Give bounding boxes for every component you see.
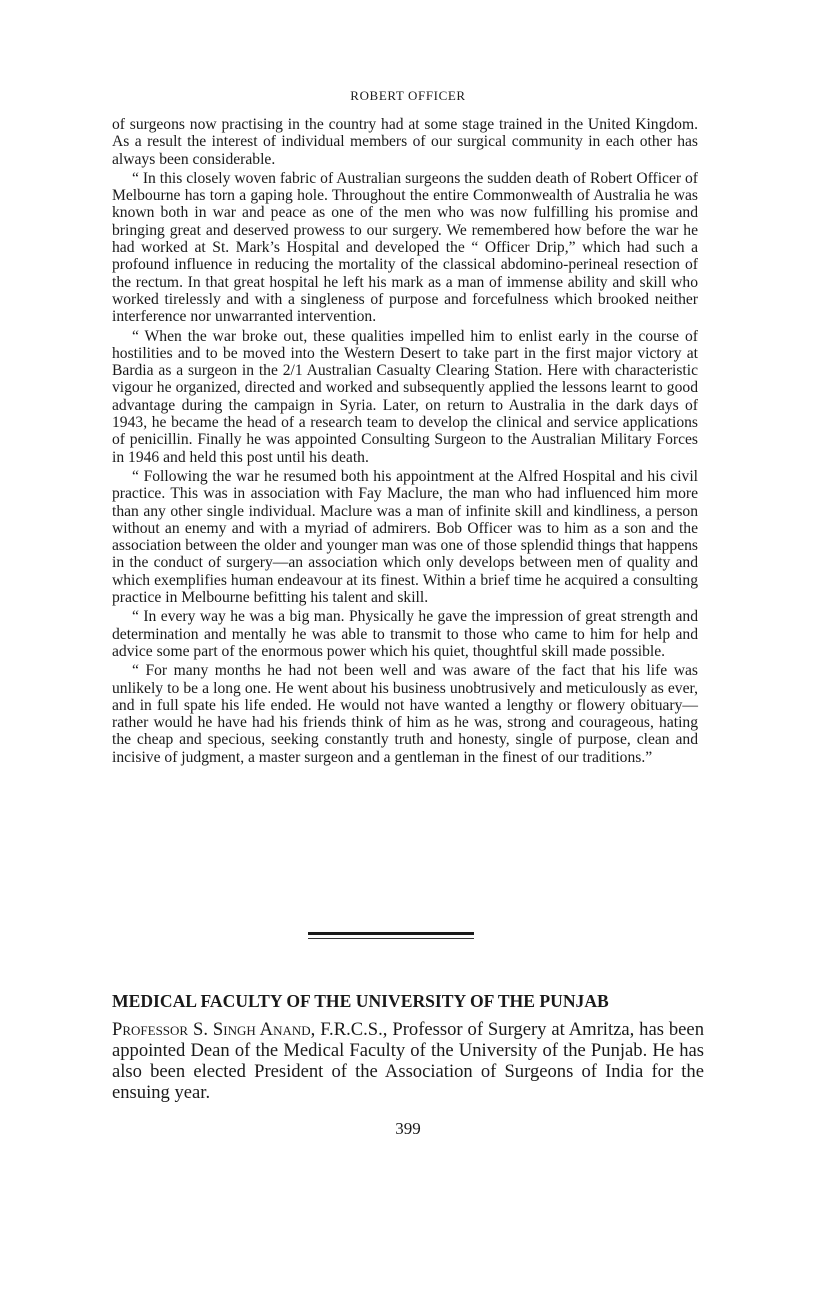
paragraph: “ When the war broke out, these qualities impelled him to enlist early in the course of hostilities and to be moved into the Western Desert to take part in the first major victory at Bardia as a surgeon in the 2/1 Australian Casualty Clearing Station. Here with characteristic vigour he organized, directed and worked and subsequently applied the lessons learnt to good advantage during the campaign in Syria. Later, on return to Australia in the dark days of 1943, he became the head of a research team to develop the clinical and service applications of penicillin. Finally he was appointed Consulting Surgeon to the Australian Military Forces in 1946 and held this post until his death.: [112, 327, 698, 466]
section-divider: [308, 932, 474, 935]
paragraph: “ In every way he was a big man. Physically he gave the impression of great strength and determination and mentally he was able to transmit to those who came to him for help and advice some part of the enormous power which his quiet, thoughtful skill made possible.: [112, 608, 698, 660]
running-head: ROBERT OFFICER: [350, 88, 466, 103]
obituary-body: [112, 116, 698, 768]
section-divider-thin: [308, 938, 474, 939]
person-name: Professor S. Singh Anand: [112, 1019, 311, 1040]
section-body-text: , F.R.C.S., Professor of Surgery at Amritza, has been appointed Dean of the Medical Faculty of the University of the Punjab. He has also been elected President of the Association of Surgeons of India for the ensuing year.: [112, 1019, 704, 1103]
section-body: [112, 1019, 704, 1103]
page-number: 399: [395, 1119, 421, 1138]
paragraph: “ In this closely woven fabric of Australian surgeons the sudden death of Robert Officer of Melbourne has torn a gaping hole. Throughout the entire Commonwealth of Australia he was known both in war and peace as one of the men who was now fulfilling his promise and bringing great and deserved prowess to our surgery. We remembered how before the war he had worked at St. Mark’s Hospital and developed the “ Officer Drip,” which had such a profound influence in reducing the mortality of the classical abdomino-perineal resection of the rectum. In that great hospital he left his mark as a man of immense ability and skill who worked tirelessly and with a singleness of purpose and forcefulness which brooked neither interference nor unwarranted intervention.: [112, 169, 698, 326]
paragraph: of surgeons now practising in the country had at some stage trained in the United Kingdom. As a result the interest of individual members of our surgical community in each other has always been considerable.: [112, 116, 698, 168]
section-title: MEDICAL FACULTY OF THE UNIVERSITY OF THE PUNJAB: [112, 991, 609, 1011]
paragraph: “ For many months he had not been well and was aware of the fact that his life was unlikely to be a long one. He went about his business unobtrusively and meticulously as ever, and in full spate his life ended. He would not have wanted a lengthy or flowery obituary—rather would he have had his friends think of him as he was, strong and courageous, hating the cheap and specious, seeking constantly truth and honesty, single of purpose, clean and incisive of judgment, a master surgeon and a gentleman in the finest of our traditions.”: [112, 662, 698, 766]
paragraph: “ Following the war he resumed both his appointment at the Alfred Hospital and his civil practice. This was in association with Fay Maclure, the man who had influenced him more than any other single individual. Maclure was a man of infinite skill and kindliness, a person without an enemy and with a myriad of admirers. Bob Officer was to him as a son and the association between the older and younger man was one of those splendid things that happens in the conduct of surgery—an association which only develops between men of quality and which exemplifies human endeavour at its finest. Within a brief time he acquired a consulting practice in Melbourne befitting his talent and skill.: [112, 467, 698, 607]
